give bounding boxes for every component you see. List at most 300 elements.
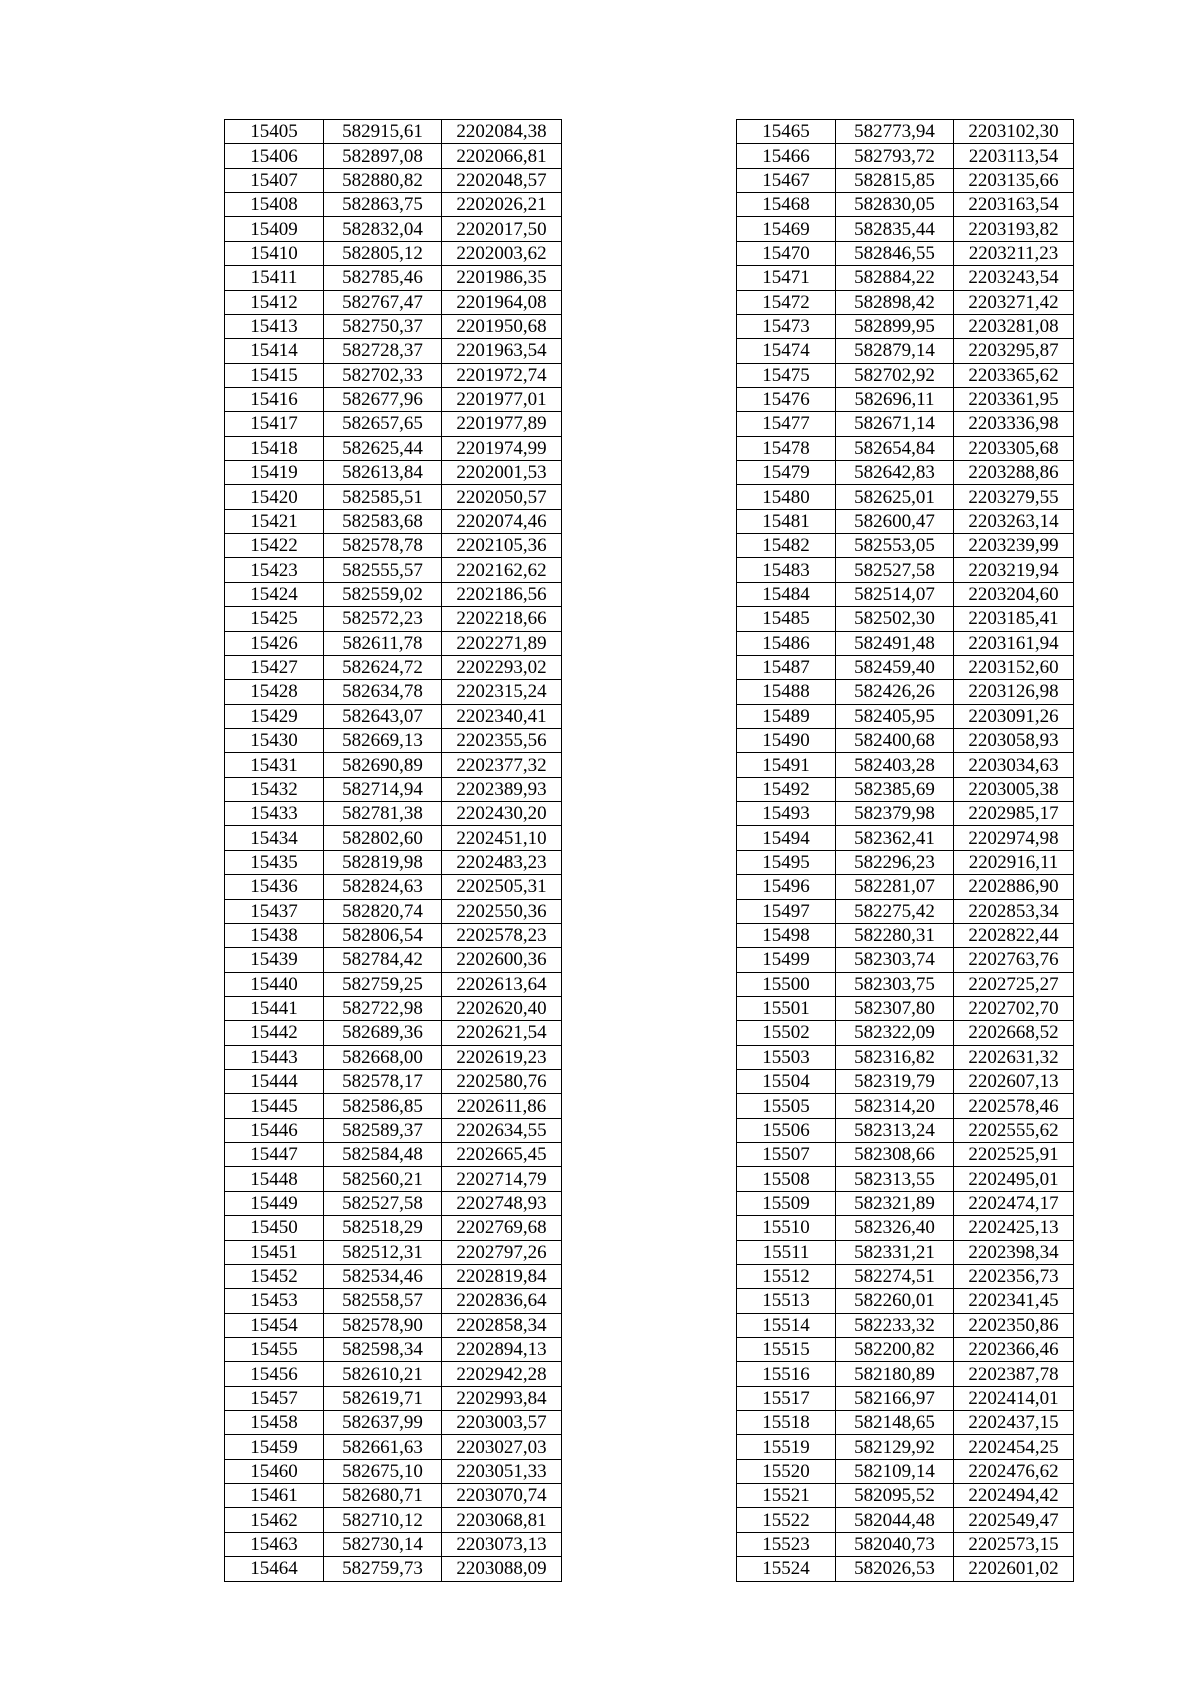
y-coordinate-cell: 2202607,13	[954, 1070, 1074, 1094]
table-row	[225, 387, 562, 411]
point-number-cell: 15411	[225, 266, 324, 290]
point-number-cell: 15502	[737, 1021, 836, 1045]
y-coordinate-cell: 2202425,13	[954, 1216, 1074, 1240]
point-number-cell: 15483	[737, 558, 836, 582]
table-row	[737, 655, 1074, 679]
table-row	[737, 1362, 1074, 1386]
point-number-cell: 15511	[737, 1240, 836, 1264]
point-number-cell: 15460	[225, 1459, 324, 1483]
point-number-cell: 15438	[225, 923, 324, 947]
table-row	[737, 631, 1074, 655]
y-coordinate-cell: 2202668,52	[954, 1021, 1074, 1045]
table-row	[225, 290, 562, 314]
y-coordinate-cell: 2203070,74	[442, 1484, 562, 1508]
x-coordinate-cell: 582331,21	[836, 1240, 954, 1264]
x-coordinate-cell: 582578,78	[324, 534, 442, 558]
x-coordinate-cell: 582379,98	[836, 802, 954, 826]
x-coordinate-cell: 582044,48	[836, 1508, 954, 1532]
y-coordinate-cell: 2203193,82	[954, 217, 1074, 241]
point-number-cell: 15493	[737, 802, 836, 826]
x-coordinate-cell: 582578,90	[324, 1313, 442, 1337]
point-number-cell: 15509	[737, 1191, 836, 1215]
point-number-cell: 15464	[225, 1557, 324, 1581]
x-coordinate-cell: 582316,82	[836, 1045, 954, 1069]
y-coordinate-cell: 2203219,94	[954, 558, 1074, 582]
y-coordinate-cell: 2203185,41	[954, 607, 1074, 631]
table-row	[225, 485, 562, 509]
y-coordinate-cell: 2202066,81	[442, 144, 562, 168]
x-coordinate-cell: 582553,05	[836, 534, 954, 558]
y-coordinate-cell: 2203305,68	[954, 436, 1074, 460]
point-number-cell: 15453	[225, 1289, 324, 1313]
x-coordinate-cell: 582793,72	[836, 144, 954, 168]
point-number-cell: 15489	[737, 704, 836, 728]
table-row	[225, 266, 562, 290]
point-number-cell: 15409	[225, 217, 324, 241]
table-row	[225, 241, 562, 265]
point-number-cell: 15482	[737, 534, 836, 558]
y-coordinate-cell: 2203288,86	[954, 461, 1074, 485]
table-row	[225, 534, 562, 558]
point-number-cell: 15414	[225, 339, 324, 363]
x-coordinate-cell: 582802,60	[324, 826, 442, 850]
y-coordinate-cell: 2202377,32	[442, 753, 562, 777]
point-number-cell: 15410	[225, 241, 324, 265]
table-row	[225, 1557, 562, 1581]
point-number-cell: 15458	[225, 1411, 324, 1435]
table-row	[737, 1118, 1074, 1142]
y-coordinate-cell: 2201972,74	[442, 363, 562, 387]
x-coordinate-cell: 582677,96	[324, 387, 442, 411]
x-coordinate-cell: 582578,17	[324, 1070, 442, 1094]
y-coordinate-cell: 2202886,90	[954, 875, 1074, 899]
table-row	[737, 558, 1074, 582]
point-number-cell: 15480	[737, 485, 836, 509]
y-coordinate-cell: 2202356,73	[954, 1264, 1074, 1288]
x-coordinate-cell: 582274,51	[836, 1264, 954, 1288]
table-row	[225, 826, 562, 850]
y-coordinate-cell: 2203091,26	[954, 704, 1074, 728]
y-coordinate-cell: 2202271,89	[442, 631, 562, 655]
table-row	[225, 875, 562, 899]
y-coordinate-cell: 2202836,64	[442, 1289, 562, 1313]
table-row	[225, 363, 562, 387]
point-number-cell: 15413	[225, 314, 324, 338]
y-coordinate-cell: 2203003,57	[442, 1411, 562, 1435]
x-coordinate-cell: 582668,00	[324, 1045, 442, 1069]
table-row	[225, 1021, 562, 1045]
point-number-cell: 15518	[737, 1411, 836, 1435]
y-coordinate-cell: 2202942,28	[442, 1362, 562, 1386]
y-coordinate-cell: 2202600,36	[442, 948, 562, 972]
table-body	[225, 120, 562, 1582]
table-row	[737, 241, 1074, 265]
table-row	[225, 1167, 562, 1191]
point-number-cell: 15428	[225, 680, 324, 704]
table-row	[737, 753, 1074, 777]
y-coordinate-cell: 2202430,20	[442, 802, 562, 826]
x-coordinate-cell: 582722,98	[324, 996, 442, 1020]
x-coordinate-cell: 582560,21	[324, 1167, 442, 1191]
x-coordinate-cell: 582819,98	[324, 850, 442, 874]
x-coordinate-cell: 582624,72	[324, 655, 442, 679]
y-coordinate-cell: 2203126,98	[954, 680, 1074, 704]
table-row	[737, 923, 1074, 947]
x-coordinate-cell: 582899,95	[836, 314, 954, 338]
point-number-cell: 15496	[737, 875, 836, 899]
point-number-cell: 15477	[737, 412, 836, 436]
x-coordinate-cell: 582773,94	[836, 120, 954, 144]
table-row	[225, 753, 562, 777]
x-coordinate-cell: 582654,84	[836, 436, 954, 460]
x-coordinate-cell: 582634,78	[324, 680, 442, 704]
x-coordinate-cell: 582459,40	[836, 655, 954, 679]
x-coordinate-cell: 582403,28	[836, 753, 954, 777]
y-coordinate-cell: 2203113,54	[954, 144, 1074, 168]
y-coordinate-cell: 2202414,01	[954, 1386, 1074, 1410]
x-coordinate-cell: 582527,58	[836, 558, 954, 582]
x-coordinate-cell: 582589,37	[324, 1118, 442, 1142]
y-coordinate-cell: 2203152,60	[954, 655, 1074, 679]
y-coordinate-cell: 2202601,02	[954, 1557, 1074, 1581]
x-coordinate-cell: 582806,54	[324, 923, 442, 947]
table-row	[225, 1362, 562, 1386]
x-coordinate-cell: 582625,44	[324, 436, 442, 460]
table-row	[225, 436, 562, 460]
point-number-cell: 15441	[225, 996, 324, 1020]
coordinates-table-left	[224, 119, 562, 1582]
table-row	[225, 339, 562, 363]
table-row	[737, 193, 1074, 217]
table-row	[225, 314, 562, 338]
y-coordinate-cell: 2202050,57	[442, 485, 562, 509]
point-number-cell: 15510	[737, 1216, 836, 1240]
table-row	[737, 1386, 1074, 1410]
y-coordinate-cell: 2203161,94	[954, 631, 1074, 655]
x-coordinate-cell: 582405,95	[836, 704, 954, 728]
x-coordinate-cell: 582805,12	[324, 241, 442, 265]
x-coordinate-cell: 582026,53	[836, 1557, 954, 1581]
x-coordinate-cell: 582830,05	[836, 193, 954, 217]
y-coordinate-cell: 2201977,01	[442, 387, 562, 411]
table-row	[737, 826, 1074, 850]
table-row	[737, 534, 1074, 558]
x-coordinate-cell: 582426,26	[836, 680, 954, 704]
x-coordinate-cell: 582527,58	[324, 1191, 442, 1215]
x-coordinate-cell: 582491,48	[836, 631, 954, 655]
y-coordinate-cell: 2202549,47	[954, 1508, 1074, 1532]
x-coordinate-cell: 582296,23	[836, 850, 954, 874]
y-coordinate-cell: 2203135,66	[954, 168, 1074, 192]
x-coordinate-cell: 582322,09	[836, 1021, 954, 1045]
x-coordinate-cell: 582559,02	[324, 582, 442, 606]
point-number-cell: 15522	[737, 1508, 836, 1532]
x-coordinate-cell: 582759,25	[324, 972, 442, 996]
point-number-cell: 15468	[737, 193, 836, 217]
table-row	[737, 728, 1074, 752]
point-number-cell: 15485	[737, 607, 836, 631]
table-row	[737, 363, 1074, 387]
table-row	[225, 582, 562, 606]
x-coordinate-cell: 582362,41	[836, 826, 954, 850]
x-coordinate-cell: 582303,75	[836, 972, 954, 996]
y-coordinate-cell: 2202315,24	[442, 680, 562, 704]
x-coordinate-cell: 582534,46	[324, 1264, 442, 1288]
y-coordinate-cell: 2202858,34	[442, 1313, 562, 1337]
x-coordinate-cell: 582233,32	[836, 1313, 954, 1337]
x-coordinate-cell: 582109,14	[836, 1459, 954, 1483]
point-number-cell: 15446	[225, 1118, 324, 1142]
y-coordinate-cell: 2202822,44	[954, 923, 1074, 947]
y-coordinate-cell: 2202702,70	[954, 996, 1074, 1020]
y-coordinate-cell: 2202074,46	[442, 509, 562, 533]
table-row	[737, 607, 1074, 631]
table-row	[737, 1532, 1074, 1556]
table-row	[225, 850, 562, 874]
table-row	[737, 1289, 1074, 1313]
point-number-cell: 15471	[737, 266, 836, 290]
table-row	[225, 1459, 562, 1483]
x-coordinate-cell: 582610,21	[324, 1362, 442, 1386]
y-coordinate-cell: 2203027,03	[442, 1435, 562, 1459]
y-coordinate-cell: 2202084,38	[442, 120, 562, 144]
y-coordinate-cell: 2203361,95	[954, 387, 1074, 411]
point-number-cell: 15465	[737, 120, 836, 144]
table-row	[225, 1386, 562, 1410]
table-row	[737, 704, 1074, 728]
table-row	[737, 436, 1074, 460]
table-row	[737, 144, 1074, 168]
x-coordinate-cell: 582555,57	[324, 558, 442, 582]
table-row	[737, 1045, 1074, 1069]
y-coordinate-cell: 2203365,62	[954, 363, 1074, 387]
y-coordinate-cell: 2202451,10	[442, 826, 562, 850]
x-coordinate-cell: 582314,20	[836, 1094, 954, 1118]
x-coordinate-cell: 582884,22	[836, 266, 954, 290]
y-coordinate-cell: 2202763,76	[954, 948, 1074, 972]
point-number-cell: 15424	[225, 582, 324, 606]
y-coordinate-cell: 2202573,15	[954, 1532, 1074, 1556]
x-coordinate-cell: 582714,94	[324, 777, 442, 801]
x-coordinate-cell: 582600,47	[836, 509, 954, 533]
x-coordinate-cell: 582180,89	[836, 1362, 954, 1386]
y-coordinate-cell: 2203073,13	[442, 1532, 562, 1556]
x-coordinate-cell: 582385,69	[836, 777, 954, 801]
point-number-cell: 15408	[225, 193, 324, 217]
y-coordinate-cell: 2202048,57	[442, 168, 562, 192]
table-row	[737, 1435, 1074, 1459]
table-row	[225, 655, 562, 679]
table-row	[225, 923, 562, 947]
table-row	[225, 1045, 562, 1069]
x-coordinate-cell: 582558,57	[324, 1289, 442, 1313]
table-row	[737, 1508, 1074, 1532]
x-coordinate-cell: 582702,92	[836, 363, 954, 387]
x-coordinate-cell: 582689,36	[324, 1021, 442, 1045]
point-number-cell: 15434	[225, 826, 324, 850]
table-row	[225, 558, 562, 582]
table-row	[225, 1411, 562, 1435]
point-number-cell: 15487	[737, 655, 836, 679]
table-row	[737, 972, 1074, 996]
point-number-cell: 15421	[225, 509, 324, 533]
point-number-cell: 15505	[737, 1094, 836, 1118]
y-coordinate-cell: 2202631,32	[954, 1045, 1074, 1069]
x-coordinate-cell: 582583,68	[324, 509, 442, 533]
table-row	[737, 1021, 1074, 1045]
table-row	[737, 1313, 1074, 1337]
point-number-cell: 15425	[225, 607, 324, 631]
x-coordinate-cell: 582585,51	[324, 485, 442, 509]
point-number-cell: 15462	[225, 1508, 324, 1532]
table-row	[737, 948, 1074, 972]
x-coordinate-cell: 582897,08	[324, 144, 442, 168]
y-coordinate-cell: 2202550,36	[442, 899, 562, 923]
x-coordinate-cell: 582313,24	[836, 1118, 954, 1142]
y-coordinate-cell: 2203239,99	[954, 534, 1074, 558]
point-number-cell: 15459	[225, 1435, 324, 1459]
x-coordinate-cell: 582281,07	[836, 875, 954, 899]
x-coordinate-cell: 582148,65	[836, 1411, 954, 1435]
point-number-cell: 15423	[225, 558, 324, 582]
table-row	[225, 607, 562, 631]
point-number-cell: 15457	[225, 1386, 324, 1410]
table-row	[225, 461, 562, 485]
x-coordinate-cell: 582728,37	[324, 339, 442, 363]
y-coordinate-cell: 2203263,14	[954, 509, 1074, 533]
y-coordinate-cell: 2202350,86	[954, 1313, 1074, 1337]
table-row	[737, 461, 1074, 485]
table-row	[737, 1070, 1074, 1094]
point-number-cell: 15452	[225, 1264, 324, 1288]
x-coordinate-cell: 582642,83	[836, 461, 954, 485]
table-row	[225, 899, 562, 923]
x-coordinate-cell: 582260,01	[836, 1289, 954, 1313]
y-coordinate-cell: 2202819,84	[442, 1264, 562, 1288]
point-number-cell: 15405	[225, 120, 324, 144]
x-coordinate-cell: 582637,99	[324, 1411, 442, 1435]
point-number-cell: 15486	[737, 631, 836, 655]
x-coordinate-cell: 582518,29	[324, 1216, 442, 1240]
y-coordinate-cell: 2202797,26	[442, 1240, 562, 1264]
x-coordinate-cell: 582400,68	[836, 728, 954, 752]
y-coordinate-cell: 2202105,36	[442, 534, 562, 558]
x-coordinate-cell: 582321,89	[836, 1191, 954, 1215]
y-coordinate-cell: 2202714,79	[442, 1167, 562, 1191]
y-coordinate-cell: 2201974,99	[442, 436, 562, 460]
y-coordinate-cell: 2202578,46	[954, 1094, 1074, 1118]
y-coordinate-cell: 2202580,76	[442, 1070, 562, 1094]
y-coordinate-cell: 2202017,50	[442, 217, 562, 241]
table-row	[225, 728, 562, 752]
x-coordinate-cell: 582611,78	[324, 631, 442, 655]
point-number-cell: 15461	[225, 1484, 324, 1508]
table-row	[225, 1289, 562, 1313]
x-coordinate-cell: 582669,13	[324, 728, 442, 752]
table-row	[737, 120, 1074, 144]
x-coordinate-cell: 582759,73	[324, 1557, 442, 1581]
x-coordinate-cell: 582319,79	[836, 1070, 954, 1094]
x-coordinate-cell: 582702,33	[324, 363, 442, 387]
point-number-cell: 15506	[737, 1118, 836, 1142]
point-number-cell: 15473	[737, 314, 836, 338]
point-number-cell: 15484	[737, 582, 836, 606]
point-number-cell: 15454	[225, 1313, 324, 1337]
y-coordinate-cell: 2202853,34	[954, 899, 1074, 923]
point-number-cell: 15494	[737, 826, 836, 850]
y-coordinate-cell: 2202398,34	[954, 1240, 1074, 1264]
point-number-cell: 15440	[225, 972, 324, 996]
y-coordinate-cell: 2202341,45	[954, 1289, 1074, 1313]
y-coordinate-cell: 2202620,40	[442, 996, 562, 1020]
table-row	[225, 802, 562, 826]
table-row	[737, 314, 1074, 338]
y-coordinate-cell: 2202495,01	[954, 1167, 1074, 1191]
y-coordinate-cell: 2202613,64	[442, 972, 562, 996]
y-coordinate-cell: 2203058,93	[954, 728, 1074, 752]
x-coordinate-cell: 582696,11	[836, 387, 954, 411]
point-number-cell: 15497	[737, 899, 836, 923]
point-number-cell: 15466	[737, 144, 836, 168]
x-coordinate-cell: 582095,52	[836, 1484, 954, 1508]
y-coordinate-cell: 2202505,31	[442, 875, 562, 899]
table-row	[225, 1191, 562, 1215]
y-coordinate-cell: 2202355,56	[442, 728, 562, 752]
coordinates-table-right	[736, 119, 1074, 1582]
table-row	[737, 1459, 1074, 1483]
point-number-cell: 15500	[737, 972, 836, 996]
y-coordinate-cell: 2202525,91	[954, 1143, 1074, 1167]
point-number-cell: 15503	[737, 1045, 836, 1069]
y-coordinate-cell: 2202665,45	[442, 1143, 562, 1167]
y-coordinate-cell: 2203204,60	[954, 582, 1074, 606]
point-number-cell: 15507	[737, 1143, 836, 1167]
x-coordinate-cell: 582502,30	[836, 607, 954, 631]
y-coordinate-cell: 2203005,38	[954, 777, 1074, 801]
y-coordinate-cell: 2202769,68	[442, 1216, 562, 1240]
x-coordinate-cell: 582846,55	[836, 241, 954, 265]
point-number-cell: 15498	[737, 923, 836, 947]
table-row	[737, 996, 1074, 1020]
point-number-cell: 15481	[737, 509, 836, 533]
point-number-cell: 15517	[737, 1386, 836, 1410]
table-row	[225, 1094, 562, 1118]
point-number-cell: 15519	[737, 1435, 836, 1459]
table-row	[737, 875, 1074, 899]
table-row	[737, 168, 1074, 192]
point-number-cell: 15442	[225, 1021, 324, 1045]
x-coordinate-cell: 582619,71	[324, 1386, 442, 1410]
table-row	[225, 777, 562, 801]
x-coordinate-cell: 582832,04	[324, 217, 442, 241]
table-row	[225, 509, 562, 533]
x-coordinate-cell: 582040,73	[836, 1532, 954, 1556]
table-row	[225, 144, 562, 168]
x-coordinate-cell: 582835,44	[836, 217, 954, 241]
x-coordinate-cell: 582625,01	[836, 485, 954, 509]
table-row	[737, 1240, 1074, 1264]
x-coordinate-cell: 582820,74	[324, 899, 442, 923]
y-coordinate-cell: 2202894,13	[442, 1337, 562, 1361]
point-number-cell: 15491	[737, 753, 836, 777]
table-row	[225, 1240, 562, 1264]
x-coordinate-cell: 582303,74	[836, 948, 954, 972]
table-row	[737, 777, 1074, 801]
x-coordinate-cell: 582586,85	[324, 1094, 442, 1118]
y-coordinate-cell: 2203279,55	[954, 485, 1074, 509]
table-row	[225, 631, 562, 655]
point-number-cell: 15478	[737, 436, 836, 460]
